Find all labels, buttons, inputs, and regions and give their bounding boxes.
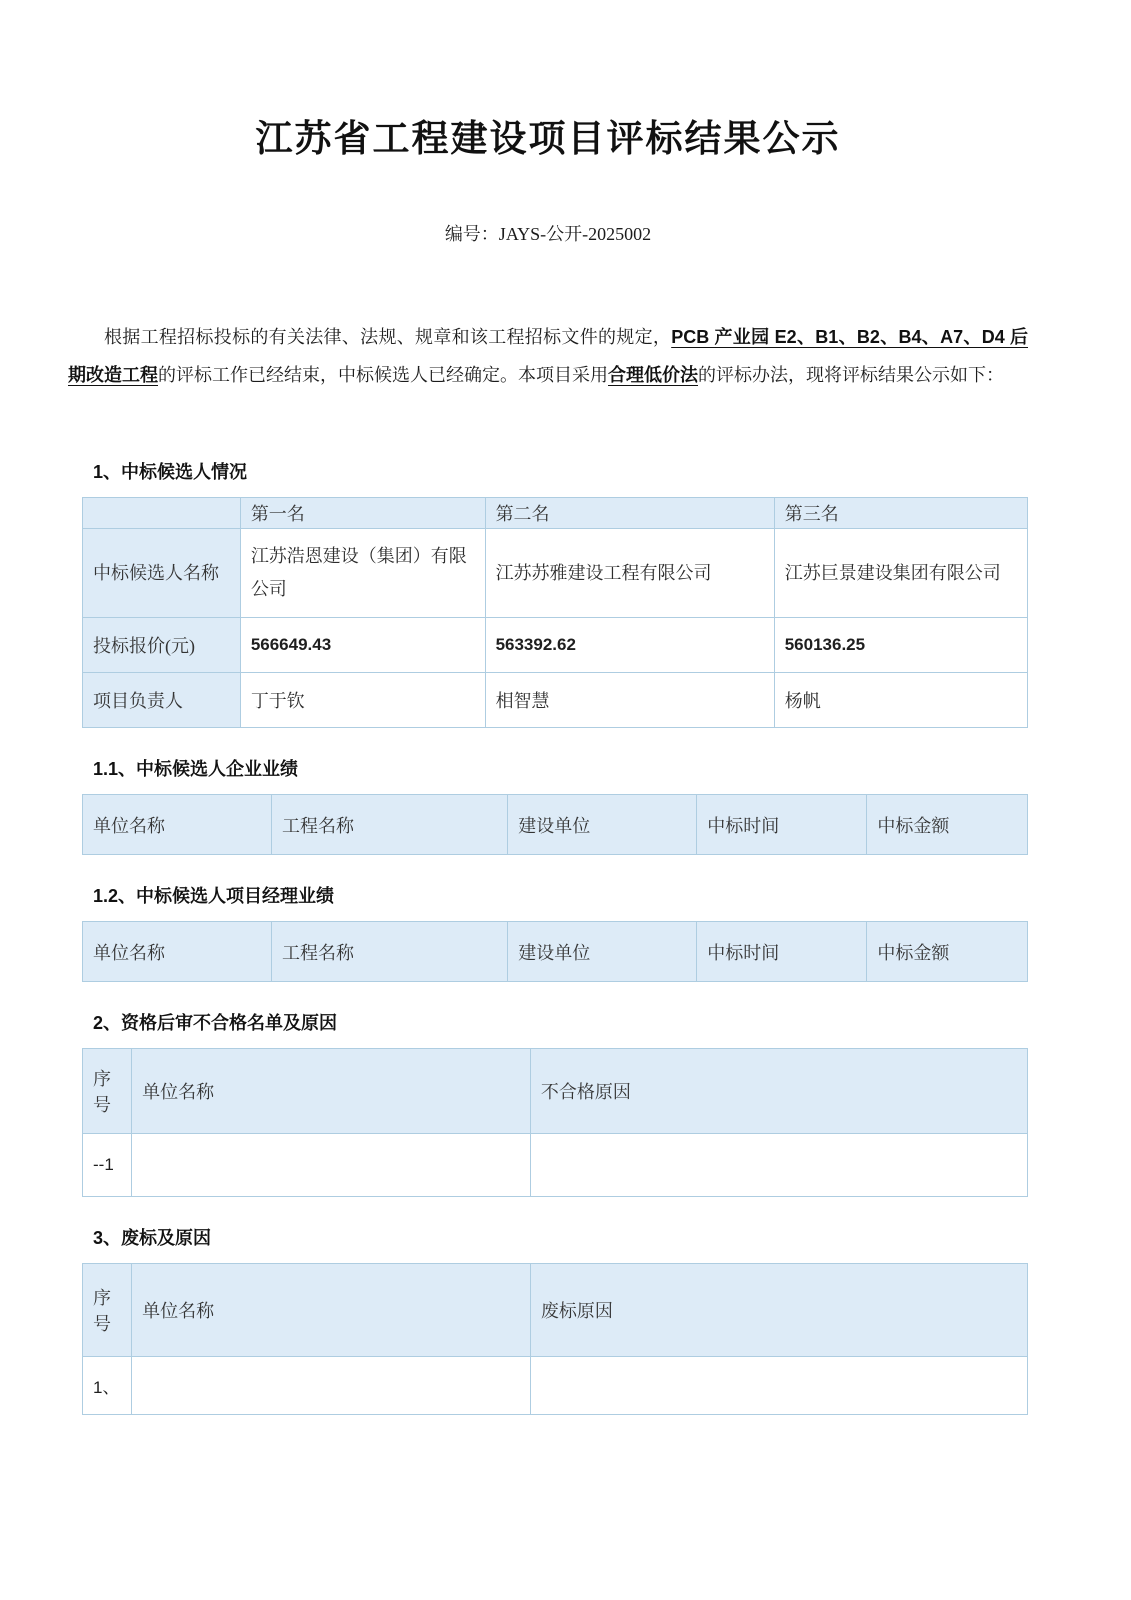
rejected-bids-row (83, 1357, 1028, 1415)
bid-price-2: 563392.62 (485, 618, 774, 673)
project-manager-row (83, 673, 1028, 728)
unqualified-header-row (83, 1049, 1028, 1134)
bid-price-1: 566649.43 (240, 618, 485, 673)
section-3-heading: 3、废标及原因 (93, 1228, 212, 1248)
rank-2-header: 第二名 (485, 498, 774, 529)
bid-price-row-label: 投标报价(元) (83, 618, 241, 673)
rank-3-header: 第三名 (774, 498, 1027, 529)
rejected-bids-row-company (132, 1357, 531, 1415)
builder-col-header: 建设单位 (508, 922, 697, 982)
project-manager-row-label: 项目负责人 (83, 673, 241, 728)
rejected-bids-table (82, 1263, 1028, 1415)
unqualified-row-reason (530, 1134, 1027, 1197)
candidates-table (82, 497, 1028, 728)
company-col-header: 单位名称 (83, 922, 272, 982)
section-1-2-heading: 1.2、中标候选人项目经理业绩 (93, 886, 335, 906)
candidates-corner-cell (83, 498, 241, 529)
unqualified-row (83, 1134, 1028, 1197)
section-1-1-heading: 1.1、中标候选人企业业绩 (93, 759, 299, 779)
company-col-header: 单位名称 (83, 795, 272, 855)
page-title: 江苏省工程建设项目评标结果公示 (255, 119, 841, 160)
bid-price-row (83, 618, 1028, 673)
manager-performance-header-row (83, 922, 1028, 982)
company-performance-table (82, 794, 1028, 855)
company-col-header: 单位名称 (132, 1049, 531, 1134)
seq-col-header: 序号 (83, 1264, 132, 1357)
intro-text-3: 的评标办法，现将评标结果公示如下： (698, 365, 1004, 385)
win-amount-col-header: 中标金额 (867, 922, 1028, 982)
project-col-header: 工程名称 (272, 795, 508, 855)
project-col-header: 工程名称 (272, 922, 508, 982)
rank-1-header: 第一名 (240, 498, 485, 529)
win-time-col-header: 中标时间 (697, 795, 867, 855)
intro-text-1: 根据工程招标投标的有关法律、法规、规章和该工程招标文件的规定， (104, 327, 672, 347)
seq-col-header: 序号 (83, 1049, 132, 1134)
manager-performance-table (82, 921, 1028, 982)
intro-paragraph (68, 318, 1028, 394)
section-1-heading: 1、中标候选人情况 (93, 462, 248, 482)
win-amount-col-header: 中标金额 (867, 795, 1028, 855)
win-time-col-header: 中标时间 (697, 922, 867, 982)
project-manager-3: 杨帆 (774, 673, 1027, 728)
section-2-heading: 2、资格后审不合格名单及原因 (93, 1013, 338, 1033)
rejected-bids-header-row (83, 1264, 1028, 1357)
candidate-name-1: 江苏浩恩建设（集团）有限公司 (240, 529, 485, 618)
candidates-header-row (83, 498, 1028, 529)
intro-highlight-project: PCB 产业园 E2、B1、B2、B4、A7、D4 后期改造工程 (68, 327, 1028, 385)
intro-highlight-method: 合理低价法 (608, 365, 698, 385)
candidate-name-row (83, 529, 1028, 618)
builder-col-header: 建设单位 (508, 795, 697, 855)
company-col-header: 单位名称 (132, 1264, 531, 1357)
candidate-name-2: 江苏苏雅建设工程有限公司 (485, 529, 774, 618)
candidate-name-3: 江苏巨景建设集团有限公司 (774, 529, 1027, 618)
doc-number: 编号：JAYS-公开-2025002 (444, 224, 652, 244)
unqualified-table (82, 1048, 1028, 1197)
unqualified-row-company (132, 1134, 531, 1197)
unqualified-reason-col-header: 不合格原因 (530, 1049, 1027, 1134)
rejected-bids-row-seq: 1、 (83, 1357, 132, 1415)
rejected-bids-row-reason (530, 1357, 1027, 1415)
unqualified-row-seq: --1 (83, 1134, 132, 1197)
company-performance-header-row (83, 795, 1028, 855)
rejected-reason-col-header: 废标原因 (530, 1264, 1027, 1357)
project-manager-1: 丁于钦 (240, 673, 485, 728)
project-manager-2: 相智慧 (485, 673, 774, 728)
candidate-name-row-label: 中标候选人名称 (83, 529, 241, 618)
intro-text-2: 的评标工作已经结束，中标候选人已经确定。本项目采用 (158, 365, 608, 385)
bid-price-3: 560136.25 (774, 618, 1027, 673)
